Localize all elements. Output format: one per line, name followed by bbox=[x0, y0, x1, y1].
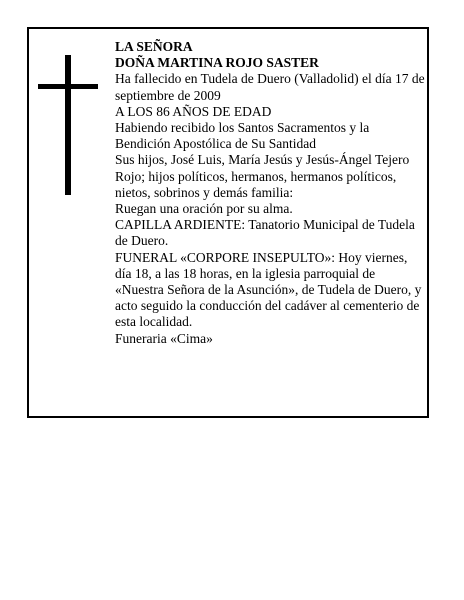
funeral-home-line: Funeraria «Cima» bbox=[115, 330, 213, 346]
cross-horizontal-bar bbox=[38, 84, 98, 89]
sacraments-line: Habiendo recibido los Santos Sacramentos y la Bendición Apostólica de Su Santidad bbox=[115, 120, 370, 152]
prayer-line: Ruegan una oración por su alma. bbox=[115, 201, 293, 217]
family-line: Sus hijos, José Luis, María Jesús y Jesús-Ángel Tejero Rojo; hijos políticos, hermanos, hermanos políticos, nietos, sobrinos y demás familia: bbox=[115, 152, 410, 200]
funeral-line: FUNERAL «CORPORE INSEPULTO»: Hoy viernes, día 18, a las 18 horas, en la iglesia parroquial de «Nuestra Señora de la Asunción», de Tudela de Duero, y acto seguido la conducción del cadáver al cementerio de esta localidad. bbox=[115, 249, 422, 330]
obituary-text bbox=[115, 39, 427, 347]
age-line: A LOS 86 AÑOS DE EDAD bbox=[115, 103, 272, 119]
deceased-name: DOÑA MARTINA ROJO SASTER bbox=[115, 55, 319, 71]
chapel-line: CAPILLA ARDIENTE: Tanatorio Municipal de Tudela de Duero. bbox=[115, 217, 415, 249]
title-line: LA SEÑORA bbox=[115, 39, 193, 54]
cross-vertical-bar bbox=[65, 55, 71, 195]
death-info: Ha fallecido en Tudela de Duero (Valladolid) el día 17 de septiembre de 2009 bbox=[115, 71, 425, 103]
